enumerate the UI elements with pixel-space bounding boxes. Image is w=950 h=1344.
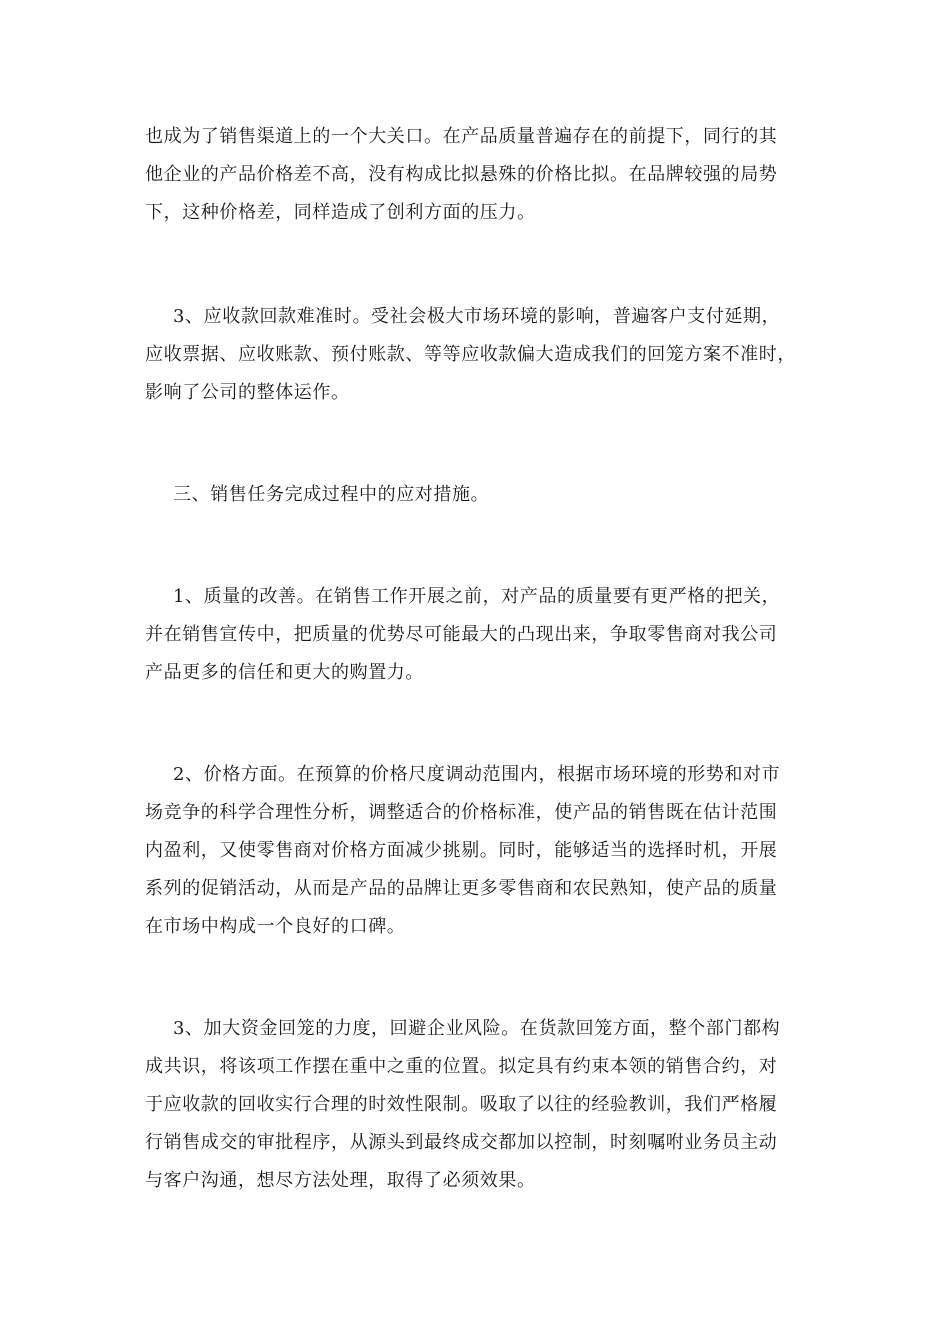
- text-line: 在市场中构成一个良好的口碑。: [145, 916, 406, 937]
- paragraph-pricing: [145, 756, 815, 946]
- text-line: 行销售成交的审批程序，从源头到最终成交都加以控制，时刻嘱咐业务员主动: [145, 1132, 778, 1153]
- text-line: 三、销售任务完成过程中的应对措施。: [173, 484, 490, 505]
- text-line: 于应收款的回收实行合理的时效性限制。吸取了以往的经验教训，我们严格履: [145, 1094, 778, 1115]
- paragraph-quality: [145, 578, 815, 692]
- text-line: 他企业的产品价格差不高，没有构成比拟悬殊的价格比拟。在品牌较强的局势: [145, 164, 778, 185]
- text-line: 也成为了销售渠道上的一个大关口。在产品质量普遍存在的前提下，同行的其: [145, 126, 778, 147]
- text-line: 3、加大资金回笼的力度，回避企业风险。在货款回笼方面，整个部门都构: [173, 1018, 781, 1039]
- text-line: 下，这种价格差，同样造成了创利方面的压力。: [145, 202, 536, 223]
- section-heading: [145, 476, 815, 514]
- text-line: 3、应收款回款难准时。受社会极大市场环境的影响，普遍客户支付延期，: [173, 306, 781, 327]
- text-line: 影响了公司的整体运作。: [145, 382, 350, 403]
- text-line: 1、质量的改善。在销售工作开展之前，对产品的质量要有更严格的把关，: [173, 586, 781, 607]
- text-line: 产品更多的信任和更大的购置力。: [145, 662, 424, 683]
- text-line: 内盈利，又使零售商对价格方面减少挑剔。同时，能够适当的选择时机，开展: [145, 840, 778, 861]
- text-line: 并在销售宣传中，把质量的优势尽可能最大的凸现出来，争取零售商对我公司: [145, 624, 778, 645]
- text-line: 与客户沟通，想尽方法处理，取得了必须效果。: [145, 1170, 536, 1191]
- text-line: 2、价格方面。在预算的价格尺度调动范围内，根据市场环境的形势和对市: [173, 764, 781, 785]
- paragraph-receivables: [145, 298, 815, 412]
- text-line: 应收票据、应收账款、预付账款、等等应收款偏大造成我们的回笼方案不准时，: [145, 344, 796, 365]
- text-line: 系列的促销活动，从而是产品的品牌让更多零售商和农民熟知，使产品的质量: [145, 878, 778, 899]
- paragraph-capital-recovery: [145, 1010, 815, 1200]
- text-line: 成共识，将该项工作摆在重中之重的位置。拟定具有约束本领的销售合约，对: [145, 1056, 778, 1077]
- text-line: 场竞争的科学合理性分析，调整适合的价格标准，使产品的销售既在估计范围: [145, 802, 778, 823]
- paragraph-continuation: [145, 118, 815, 232]
